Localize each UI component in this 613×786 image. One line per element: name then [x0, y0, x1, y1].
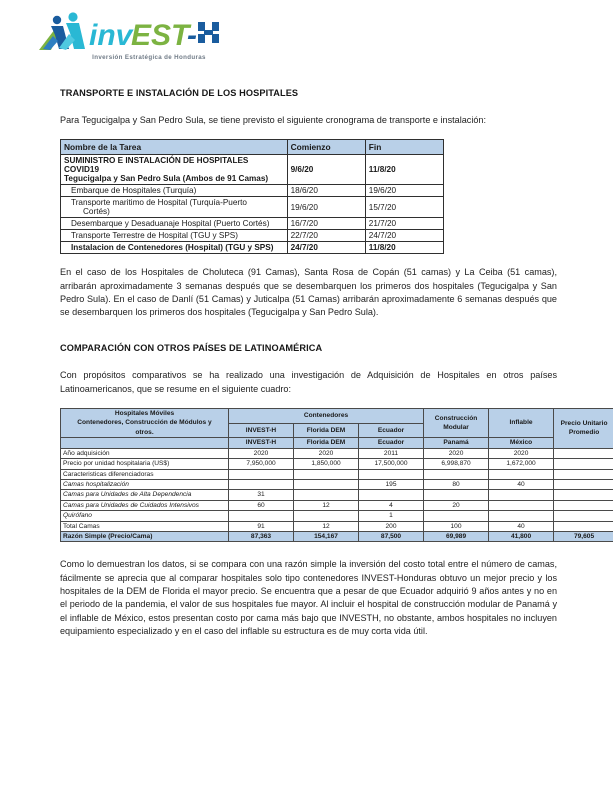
row-label: Camas hospitalización — [61, 479, 229, 489]
cell-ecuador: 4 — [359, 500, 424, 510]
task-line2: Cortés) — [83, 207, 110, 217]
task-line2: Tegucigalpa y San Pedro Sula (Ambos de 91 Camas) — [64, 174, 269, 184]
start-cell: 22/7/20 — [287, 230, 365, 242]
cell-promedio — [554, 521, 613, 531]
cell-florida-dem: 12 — [294, 500, 359, 510]
row-label: Total Camas — [61, 521, 229, 531]
cell-promedio — [554, 479, 613, 489]
table-row — [61, 521, 613, 531]
row-label-total: Razón Simple (Precio/Cama) — [61, 531, 229, 541]
country-header-ecuador-2: Ecuador — [359, 438, 424, 448]
cell-florida-dem — [294, 479, 359, 489]
cell-ecuador — [359, 490, 424, 500]
cell-panama: 80 — [424, 479, 489, 489]
task-cell: Instalacion de Contenedores (Hospital) (TGU y SPS) — [61, 242, 288, 254]
total-mexico: 41,800 — [489, 531, 554, 541]
col-header-start: Comienzo — [287, 140, 365, 155]
country-header-panama: Panamá — [424, 438, 489, 448]
section1-intro: Para Tegucigalpa y San Pedro Sula, se tiene previsto el siguiente cronograma de transporte e instalación: — [60, 115, 486, 125]
table-country-row — [61, 438, 613, 448]
cell-mexico — [489, 500, 554, 510]
cell-mexico: 2020 — [489, 448, 554, 458]
invest-h-logo — [33, 10, 233, 68]
cell-invest-h — [229, 479, 294, 489]
total-panama: 69,989 — [424, 531, 489, 541]
comparison-table-body — [61, 448, 613, 542]
start-cell: 16/7/20 — [287, 218, 365, 230]
logo-h-block — [198, 22, 219, 43]
start-cell: 18/6/20 — [287, 185, 365, 197]
section1-after-table-paragraph: En el caso de los Hospitales de Choluteca (91 Camas), Santa Rosa de Copán (51 camas) y La Ceiba (51 camas), arribarán aproximadamente 3 semanas después que se desembarquen los primeros dos hospitales (Tegucigalpa y San Pedro Sula). En el caso de Danlí (51 Camas) y Juticalpa (51 Camas) arribarán aproximadamente 6 semanas después que se desembarquen los primeros dos hospitales (Tegucigalpa y San Pedro Sula). — [60, 267, 557, 318]
task-cell — [61, 155, 288, 185]
country-header-invest-h-2: INVEST-H — [229, 438, 294, 448]
table-row — [61, 185, 444, 197]
end-cell: 24/7/20 — [365, 230, 443, 242]
cell-mexico — [489, 490, 554, 500]
table-row — [61, 469, 613, 479]
table-total-row — [61, 531, 613, 541]
cell-mexico — [489, 511, 554, 521]
row-label: Camas para Unidades de Alta Dependencia — [61, 490, 229, 500]
task-line1: Transporte maritimo de Hospital (Turquía-Puerto — [71, 198, 247, 208]
cell-promedio — [554, 459, 613, 469]
cell-ecuador: 2011 — [359, 448, 424, 458]
row-label: Caracteristicas diferenciadoras — [61, 469, 229, 479]
cell-florida-dem — [294, 511, 359, 521]
country-header-invest-h: INVEST-H — [229, 423, 294, 438]
cell-invest-h: 7,950,000 — [229, 459, 294, 469]
cell-invest-h — [229, 469, 294, 479]
country-header-ecuador: Ecuador — [359, 423, 424, 438]
document-body — [0, 88, 613, 638]
end-cell: 19/6/20 — [365, 185, 443, 197]
col-header-end: Fin — [365, 140, 443, 155]
cell-florida-dem: 1,850,000 — [294, 459, 359, 469]
total-florida-dem: 154,167 — [294, 531, 359, 541]
cell-promedio — [554, 511, 613, 521]
table-row — [61, 479, 613, 489]
start-cell: 19/6/20 — [287, 197, 365, 218]
table-row — [61, 500, 613, 510]
country-header-mexico: México — [489, 438, 554, 448]
end-cell: 21/7/20 — [365, 218, 443, 230]
section2-intro: Con propósitos comparativos se ha realizado una investigación de Adquisición de Hospitales en otros países Latinoamericanos, que se resume en el siguiente cuadro: — [60, 370, 557, 394]
cell-ecuador: 1 — [359, 511, 424, 521]
group-header-inflable: Inflable — [489, 409, 554, 438]
logo-tagline: Inversión Estratégica de Honduras — [92, 54, 206, 61]
cell-invest-h: 91 — [229, 521, 294, 531]
section2-conclusion: Como lo demuestran los datos, si se compara con una razón simple la inversión del costo total entre el número de camas, fácilmente se aprecia que al comparar hospitales solo tipo contenedores INVEST-Honduras obtuvo un mejor precio y los hospitales de la DEM de Florida el mayor precio. Se encuentra que a pesar de que Ecuador adquirió 9 años antes y no en el periodo de la pandemia, el valor de sus hospitales fue mayor. Al incluir el hospital de construcción modular de Panamá y el inflable de México, estos presentan costo por cama más bajo que INVESTH, no obstante, ambos hospitales no incluyen equipamiento especializado y en el caso del inflable su estructura es de muy corta vida útil. — [60, 559, 557, 636]
country-comparison-table-wrapper — [60, 408, 608, 542]
cell-mexico: 1,672,000 — [489, 459, 554, 469]
logo-text-est: EST — [131, 19, 190, 52]
logo-text-inv: inv — [89, 19, 133, 52]
corner-line1: Hospitales Móviles — [114, 410, 175, 418]
table-group-header-row — [61, 409, 613, 424]
cell-panama — [424, 511, 489, 521]
cell-florida-dem — [294, 469, 359, 479]
end-cell: 11/8/20 — [365, 155, 443, 185]
start-cell: 24/7/20 — [287, 242, 365, 254]
corner-line3: otros. — [135, 428, 154, 436]
task-cell: Transporte Terrestre de Hospital (TGU y SPS) — [61, 230, 288, 242]
total-ecuador: 87,500 — [359, 531, 424, 541]
cell-florida-dem: 12 — [294, 521, 359, 531]
logo-text-dash: - — [187, 19, 197, 52]
table-row — [61, 459, 613, 469]
cell-promedio — [554, 469, 613, 479]
table-row — [61, 197, 444, 218]
task-line1: SUMINISTRO E INSTALACIÓN DE HOSPITALES COVID19 — [64, 156, 249, 175]
row-label: Precio por unidad hospitalaria (US$) — [61, 459, 229, 469]
cell-promedio — [554, 500, 613, 510]
end-cell: 15/7/20 — [365, 197, 443, 218]
cell-panama: 6,998,870 — [424, 459, 489, 469]
table-row — [61, 230, 444, 242]
col-header-corner — [61, 409, 229, 438]
total-invest-h: 87,363 — [229, 531, 294, 541]
cell-panama: 20 — [424, 500, 489, 510]
cell-panama — [424, 490, 489, 500]
corner-line2: Contenedores, Construcción de Módulos y — [77, 419, 212, 427]
start-cell: 9/6/20 — [287, 155, 365, 185]
transport-schedule-table — [60, 139, 444, 254]
group-header-construccion-modular: Construcción Modular — [424, 409, 489, 438]
country-header-florida-dem: Florida DEM — [294, 423, 359, 438]
cell-promedio — [554, 448, 613, 458]
cell-ecuador: 17,500,000 — [359, 459, 424, 469]
end-cell: 11/8/20 — [365, 242, 443, 254]
cell-ecuador: 195 — [359, 479, 424, 489]
country-header-spacer — [61, 438, 229, 448]
table-row — [61, 155, 444, 185]
cell-mexico — [489, 469, 554, 479]
cell-florida-dem — [294, 490, 359, 500]
task-cell: Desembarque y Desaduanaje Hospital (Puerto Cortés) — [61, 218, 288, 230]
row-label: Año adquisición — [61, 448, 229, 458]
cell-promedio — [554, 490, 613, 500]
table-header-row — [61, 140, 444, 155]
table-row — [61, 242, 444, 254]
cell-invest-h: 60 — [229, 500, 294, 510]
cell-florida-dem: 2020 — [294, 448, 359, 458]
table-row — [61, 490, 613, 500]
transport-schedule-table-wrapper — [60, 139, 444, 254]
country-header-florida-dem-2: Florida DEM — [294, 438, 359, 448]
task-cell: Embarque de Hospitales (Turquía) — [61, 185, 288, 197]
cell-ecuador — [359, 469, 424, 479]
table-row — [61, 218, 444, 230]
cell-mexico: 40 — [489, 479, 554, 489]
cell-panama: 100 — [424, 521, 489, 531]
country-comparison-table — [60, 408, 613, 542]
cell-invest-h: 2020 — [229, 448, 294, 458]
section2-heading: COMPARACIÓN CON OTROS PAÍSES DE LATINOAMÉRICA — [60, 343, 323, 354]
col-header-task: Nombre de la Tarea — [61, 140, 288, 155]
logo-graphic — [33, 10, 233, 56]
task-cell — [61, 197, 288, 218]
group-header-precio-unitario-promedio: Precio Unitario Promedio — [554, 409, 613, 449]
row-label: Camas para Unidades de Cuidados Intensivos — [61, 500, 229, 510]
cell-invest-h: 31 — [229, 490, 294, 500]
table-row — [61, 511, 613, 521]
cell-invest-h — [229, 511, 294, 521]
row-label: Quirófano — [61, 511, 229, 521]
total-promedio: 79,605 — [554, 531, 613, 541]
cell-panama — [424, 469, 489, 479]
group-header-contenedores: Contenedores — [229, 409, 424, 424]
table-row — [61, 448, 613, 458]
cell-mexico: 40 — [489, 521, 554, 531]
section1-heading: TRANSPORTE E INSTALACIÓN DE LOS HOSPITALES — [60, 88, 299, 98]
cell-panama: 2020 — [424, 448, 489, 458]
cell-ecuador: 200 — [359, 521, 424, 531]
